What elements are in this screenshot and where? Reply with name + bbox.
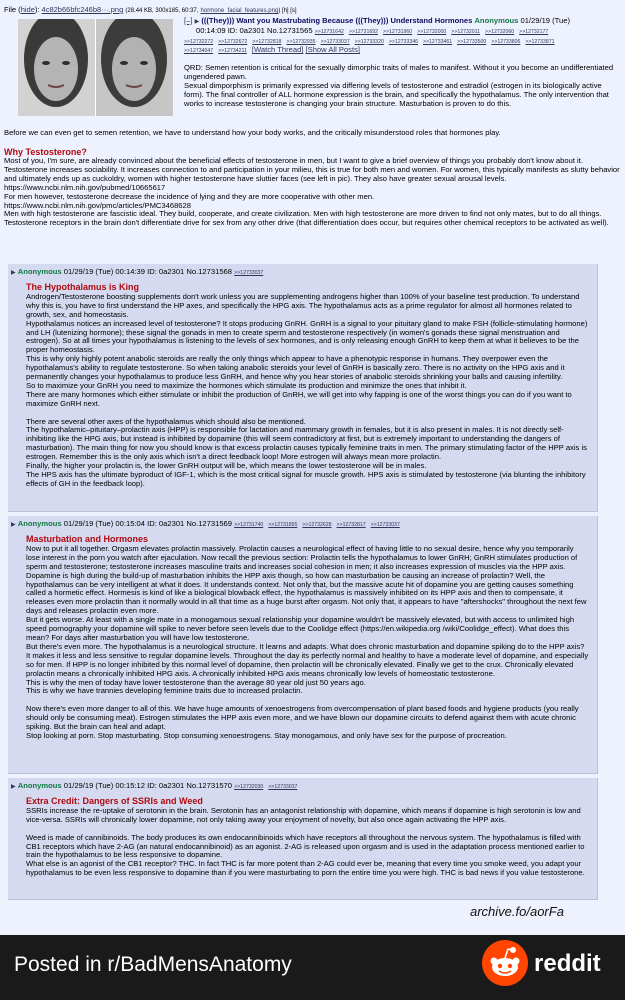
file-meta: (28.44 KB, 300x185, 60:37,	[125, 8, 199, 14]
quote-link[interactable]: >>12732060	[485, 28, 515, 35]
op-subject: (((They))) Want you Mastrubating Because (((They))) Understand Hormones	[201, 16, 473, 25]
why-line: For men however, testosterone decrease the incidence of lying and they are more cooperative with other men.	[4, 191, 375, 201]
op-before-text	[4, 129, 620, 138]
reply-post-no[interactable]: No.12731570	[186, 781, 232, 790]
backlink[interactable]: >>12733037	[370, 522, 400, 528]
quote-link[interactable]: >>12733461	[422, 38, 453, 45]
reply-post-info	[11, 782, 302, 792]
quote-link[interactable]: >>12732935	[286, 38, 316, 45]
quote-link[interactable]: >>12733871	[525, 38, 555, 45]
reply-paragraph: Now there's even more danger to all of this. We have huge amounts of xenoestrogens from overcompensation of plant based foods and hygiene products (you really should only be consuming meat). Estrogen stimulates the HPP axis even more, and we have blown our dopamine circuits to defend against them with acute chronic spiking. But the brain can heal and adapt.	[26, 704, 579, 732]
archive-watermark: archive.fo/aorFa	[470, 904, 564, 919]
reddit-wordmark: reddit	[534, 950, 601, 977]
quote-link[interactable]: >>12732177	[519, 28, 549, 35]
reply-message	[26, 535, 589, 741]
op-date: 01/29/19 (Tue)	[520, 16, 570, 25]
backlink[interactable]: >>12732030	[234, 784, 264, 790]
reply-paragraph: Androgen/Testosterone boosting supplements don't work unless you are supplementing androgens higher than 100% of your baseline test production. To understand why this is, you have to first understand the HP axes, and specifically the HPG axis. The hypothalamus acts as a prime regulator for almost all hormones related to growth, sex, and homeostasis.	[26, 291, 580, 319]
quote-link[interactable]: >>12731960	[382, 28, 413, 35]
quote-link[interactable]: >>12733500	[457, 38, 487, 45]
op-quote-links-row	[184, 37, 622, 47]
op-qrd: QRD: Semen retention is critical for the sexually dimorphic traits of males to manifest. Without it you become an undifferentiated ungendered pawn.	[184, 63, 614, 81]
reply-date: 01/29/19 (Tue)	[63, 267, 114, 276]
op-quote-links-row-2	[184, 46, 622, 56]
reddit-footer-bar	[0, 935, 625, 1000]
file-info: File (hide): 4c82b66bfc246b8···.png (28.44 KB, 300x185, 60:37, hormone_facial_features.png) [h] [s]	[4, 5, 297, 14]
why-line: Most of you, I'm sure, are already convinced about the beneficial effects of testosterone in men, but I want to give a brief overview of things you probably don't know about it.	[4, 156, 583, 165]
hide-image-link[interactable]: hide	[20, 5, 35, 14]
op-poster-id[interactable]: ID: 0a2301	[227, 25, 265, 35]
op-post-number[interactable]: No.12731565	[266, 25, 313, 35]
reply-date: 01/29/19 (Tue)	[63, 519, 114, 528]
reply-heading: The Hypothalamus is King	[26, 282, 140, 292]
quote-link[interactable]: >>12733806	[491, 38, 521, 45]
quote-link[interactable]: >>12731692	[348, 28, 378, 35]
reply-heading: Extra Credit: Dangers of SSRIs and Weed	[26, 796, 203, 806]
reply-post-no[interactable]: No.12731569	[186, 519, 232, 528]
why-testosterone-heading: Why Testosterone?	[4, 147, 87, 157]
reply-paragraph: Hypothalamus notices an increased level of testosterone? It stops producing GnRH. GnRH is a signal to your pituitary gland to make FSH (follicle-stimulating hormone) and LH (lutenizing hormone); these signal the gonads in men to create sperm and testosterone respectively (in women's gonads these signal menstruation and estrogen). So at all times your hypothalamus is listening to the levels of sex hormones, and is only releasing enough GnRH to keep them at what it believes to be the proper homeostasis.	[26, 318, 588, 355]
reply-paragraph: There are several other axes of the hypothalamus which should also be mentioned.	[26, 416, 306, 426]
quote-link[interactable]: >>12732011	[451, 28, 481, 35]
why-line: Testosterone increases sociability. It increases connection to and participation in your milieu, this is true for both men and women. For women, this typically manifests as slutty behavior and ultimately ends up as cuckoldry, women with higher testosterone have sluttier faces (see left in pic). They also have greater sexual arousal levels.	[4, 164, 620, 183]
op-before: Before we can even get to semen retention, we have to understand how your body works, and the critically misunderstood roles that hormones play.	[4, 128, 501, 137]
quote-link[interactable]: >>12732672	[218, 38, 248, 45]
why-line: Men with high testosterone are fascistic ideal. They build, cooperate, and create civilization. Men with high testosterone are more driven to find not only mates, but to do all things. Testosterone receptors in the brain don't differentiate drive for sex from any other drive (that differentiation does occur, but requires other chemical receptors to be activated as well).	[4, 209, 609, 228]
quote-link[interactable]: >>12734047	[184, 48, 214, 55]
backlink[interactable]: >>12732628	[302, 522, 332, 528]
post-menu-arrow-icon[interactable]: ▶	[11, 522, 16, 528]
backlink[interactable]: >>12733037	[234, 270, 264, 276]
reply-paragraph: Weed is made of cannibinoids. The body produces its own endocannibinoids which have receptors all throughout the nervous system. The hypothalamus is filled with CB1 receptors which have 2-AG (an natural endocannibinoid) as an agonist. 2-AG is released upon orgasm and is used in the adaptation process mentioned earlier to train the hypothalamus to be less responsive to dopamine.	[26, 832, 585, 860]
reply-time: 00:15:12	[115, 781, 145, 790]
reply-poster-name: Anonymous	[17, 519, 62, 528]
collapse-toggle[interactable]: [–]	[184, 16, 193, 25]
reply-post-info	[11, 520, 405, 530]
op-message-top	[184, 64, 618, 109]
reply-paragraph: The hypothalamic–pituitary–prolactin axis (HPP) is responsible for lactation and mammary growth in females, but it is also present in males. It is not directly self-inhibiting like the HPG axis, but instead is inhibited by dopamine (this will seem contradictory at first, but is extremely important to understanding the dangers of masturbation). The main thing for now you should know is that excess prolactin causes typically feminine traits in men. The primary stimulating factor of the HPP axis is estrogen. Remember this is the only axis which isn't a direct feedback loop! More estrogen will always mean more prolactin.	[26, 425, 587, 462]
reply-paragraph: But it gets worse. At least with a single mate in a monogamous sexual relationship your dopamine wouldn't be massively elevated, but with access to unlimited high speed pornography your dopamine will spike to never before seen levels due to the Coolidge effect (https://en.wikipedia.org /wiki/Coolidge_effect). What does this mean? For days after masturbation you will have low testosterone.	[26, 615, 575, 642]
reply-time: 00:15:04	[115, 519, 145, 528]
reply-paragraph: Finally, the higher your prolactin is, the lower GnRH output will be, which means the lower testosterone will be in males.	[26, 461, 427, 471]
reply-id-text[interactable]: ID: 0a2301	[147, 781, 185, 790]
reply-paragraph: SSRIs increase the re-uptake of serotonin in the brain. Serotonin has an antagonist relationship with dopamine, which means if dopamine is high serotonin is low and vice-versa. SSRIs will chronically lower dopamine, not only taking away your enjoyment of novelty, but also once again activating the HPP axis.	[26, 805, 581, 824]
post-menu-arrow-icon[interactable]: ▶	[11, 784, 16, 790]
op-poster-name: Anonymous	[474, 16, 519, 25]
reply-paragraph: The HPS axis has the ultimate byproduct of IGF-1, which is the most critical signal for muscle growth. HPS axis is stimulated by testosterone (via blunting the inhibitory effects of GH in the feedback loop).	[26, 470, 586, 488]
quote-link[interactable]: >>12734211	[218, 48, 247, 55]
backlink[interactable]: >>12731855	[268, 522, 298, 528]
reply-paragraph: Dopamine is high during the build-up of masturbation inhibits the HPP axis though, so how can masturbation be causing an increase of prolactin? Well, the hypothalamus can be very intelligent at what it does. It understands context. Not only that, but the massive acute hit of dopamine you are getting causes something called a hormetic effect. Hormesis is kind of like a biological blowback effect, the hypothalamus is massively inhibited on its HPP axis and then to compensate, it releases even more prolactin than it normally would in all that time as a huge burst after orgasm. Not only that, it appears to have "aftershocks" throughout the next few days and releases prolactin even more.	[26, 570, 587, 616]
watch-thread-link[interactable]: [Watch Thread]	[251, 45, 304, 55]
why-line: https://www.ncbi.nlm.nih.gov/pubmed/10665617	[4, 182, 166, 192]
reply-poster-name: Anonymous	[17, 781, 62, 790]
reply-poster-name: Anonymous	[17, 267, 62, 276]
post-menu-arrow-icon[interactable]: ▶	[194, 19, 200, 25]
why-line: https://www.ncbi.nlm.nih.gov/pmc/articles/PMC3468628	[4, 200, 191, 210]
reply-paragraph: Stop looking at porn. Stop masturbating. Stop consuming xenoestrogens. Stay monogamous, and only have sex for the purpose of procreation.	[26, 730, 507, 740]
reddit-alien-icon	[482, 940, 528, 986]
reply-post	[8, 264, 598, 512]
file-label: File	[4, 5, 17, 14]
reply-paragraph: Now to put it all together. Orgasm elevates prolactin massively. Prolactin causes a neurological effect of having little to no sexual desire, hence why you temporarily lose interest in the porn you watch after ejaculation. Now recall the previous section: Prolactin tells the hypothalamus to lower GnRH; GnRH stimulates production of sperm and testosterone; testosterone increases masculine traits and increases social cohesion in men; it also increases expression of muscles via the HPP axis.	[26, 543, 578, 571]
reply-message	[26, 797, 589, 878]
why-testosterone-body	[4, 157, 620, 228]
op-image[interactable]	[18, 19, 173, 116]
file-search-links[interactable]: ) [h] [s]	[278, 8, 297, 14]
reply-id-text[interactable]: ID: 0a2301	[147, 267, 185, 276]
op-post-meta	[184, 27, 622, 37]
quote-link[interactable]: >>12733320	[354, 38, 384, 45]
quote-link[interactable]: >>12733037	[320, 38, 350, 45]
quote-link[interactable]: >>12732000	[417, 28, 447, 35]
original-filename-link[interactable]: hormone_facial_features.png	[200, 8, 279, 14]
reply-post	[8, 778, 598, 900]
reply-paragraph: So to maximize your GnRH you need to maximize the hormones which stimulate its production and minimize the ones that inhibit it.	[26, 380, 467, 390]
face-comparison-image	[18, 19, 173, 116]
reply-paragraph: There are many hormones which either stimulate or inhibit the production of GnRH, we will get into why fapping is one of the worst things you can do if you want to maximize GnRH next.	[26, 389, 572, 408]
reply-date: 01/29/19 (Tue)	[63, 781, 114, 790]
reply-paragraph: But there's even more. The hypothalamus is a neurological structure. It learns and adapts. What does chronic masturbation and dopamine spiking do to the HPP axis? It makes it less and less sensitive to regular dopamine levels. Throughout the day its perfectly normal and healthy to have a moderate level of dopamine, and especially so for men. If HPP is no longer inhibited by this normal level of dopamine, then prolactin will be chronically elevated. Finally we get to the crux. Chronically elevated prolactin means a chronically inhibited HPG axis. A chronically inhibited HPG axis means chronically low levels of homeostatic testosterone.	[26, 641, 589, 678]
backlink[interactable]: >>12732817	[336, 522, 366, 528]
reply-message	[26, 283, 589, 489]
reply-paragraph: What else is an agonist of the CB1 receptor? THC. In fact THC is far more potent than 2-AG could ever be, meaning that every time you smoke weed, you adapt your hypothalamus to be even less responsive to dopamine than if you were masturbating to porn the entire time you were high. THC is bad news if you value testosterone.	[26, 859, 585, 878]
file-name-link[interactable]: 4c82b66bfc246b8···.png	[41, 5, 124, 14]
reddit-logo-icon	[482, 940, 528, 986]
quote-link[interactable]: >>12732272	[184, 38, 214, 45]
quote-link[interactable]: >>12732818	[252, 38, 282, 45]
quote-link[interactable]: >>12733346	[388, 38, 418, 45]
reply-paragraph: This is why only highly potent anabolic steroids are really the only things which appear to have a phenotypic response in humans. They overpower even the hypothalamus's ability to regulate testosterone. So when taking anabolic steroids your level of GnRH is basically zero. There is no activity on the HPG axis and it permanently changes your hypothalamus to produce less GnRH, and hence why you hear stories of anabolic steroids shrinking your balls and causing infertility.	[26, 354, 565, 382]
reply-post-info	[11, 268, 268, 278]
backlink[interactable]: >>12733037	[268, 784, 298, 790]
quote-link[interactable]: >>12731642	[314, 28, 344, 35]
reply-paragraph: This is why the men of today have lower testosterone than the average 80 year old just 50 years ago.	[26, 677, 366, 687]
reply-time: 00:14:39	[115, 267, 145, 276]
op-post	[184, 17, 622, 56]
reply-post	[8, 516, 598, 774]
reply-post-no[interactable]: No.12731568	[186, 267, 232, 276]
reply-paragraph: This is why we have trannies developing feminine traits due to increased prolactin.	[26, 686, 303, 696]
backlink[interactable]: >>12731740	[234, 522, 264, 528]
reply-heading: Masturbation and Hormones	[26, 534, 149, 544]
reply-id-text[interactable]: ID: 0a2301	[147, 519, 185, 528]
op-time: 00:14:09	[196, 25, 226, 35]
post-menu-arrow-icon[interactable]: ▶	[11, 270, 16, 276]
show-all-posts-link[interactable]: [Show All Posts]	[305, 45, 360, 55]
posted-in-label: Posted in r/BadMensAnatomy	[14, 953, 292, 976]
op-intro: Sexual dimporphism is primarily expressed via differing levels of testosterone and estradiol (estrogen in its biologically active form). The final controller of ALL hormone expression is the brain, and specifically the hypothalamus. The only intervention that works to increase testosterone is changing your brain structure. Masturbation is proven to do this.	[184, 80, 609, 108]
